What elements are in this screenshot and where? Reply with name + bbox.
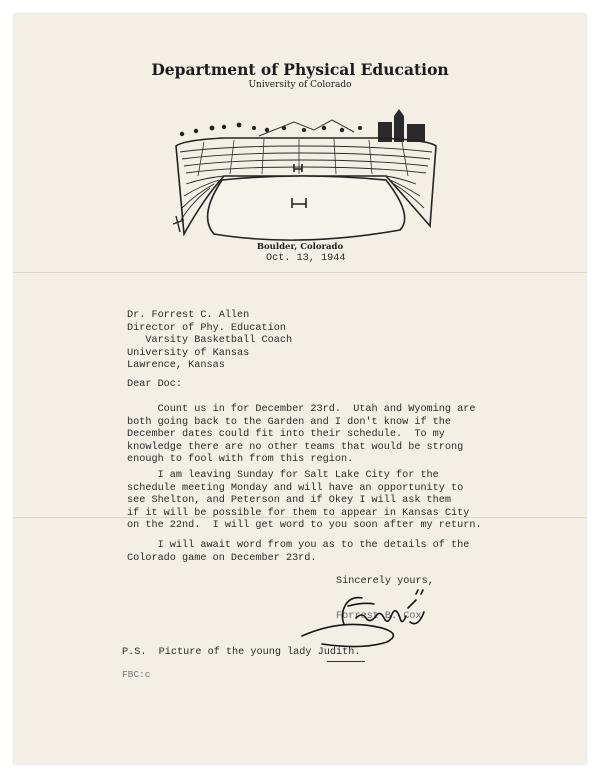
letter-date: Oct. 13, 1944 bbox=[266, 253, 346, 264]
paragraph-line: I am leaving Sunday for Salt Lake City for the bbox=[127, 470, 439, 481]
letterhead-city: Boulder, Colorado bbox=[256, 242, 344, 252]
paragraph-line: see Shelton, and Peterson and if Okey I will ask them bbox=[127, 495, 452, 507]
paragraph-line: December dates could fit into their schedule. To my bbox=[127, 429, 445, 441]
paragraph-line: I will await word from you as to the details of the bbox=[127, 540, 470, 551]
reference-initials: FBC:c bbox=[122, 669, 151, 680]
paragraph-line: both going back to the Garden and I don't know if the bbox=[127, 416, 452, 428]
body-paragraph bbox=[127, 540, 469, 565]
postscript: P.S. Picture of the young lady Judith. bbox=[122, 647, 361, 658]
paragraph-line: if it will be possible for them to appear in Kansas City bbox=[127, 507, 470, 519]
paragraph-line: enough to fool with from this region. bbox=[127, 454, 354, 466]
typed-signature: Forrest B. Cox bbox=[336, 611, 422, 622]
closing: Sincerely yours, bbox=[336, 576, 434, 587]
paragraph-line: knowledge there are no other teams that would be strong bbox=[127, 441, 464, 453]
salutation: Dear Doc: bbox=[127, 379, 183, 390]
handwritten-signature bbox=[292, 588, 442, 654]
paragraph-line: Count us in for December 23rd. Utah and Wyoming are bbox=[127, 404, 476, 415]
letter-page bbox=[14, 14, 586, 764]
address-line: Lawrence, Kansas bbox=[127, 360, 225, 372]
letterhead-department: Department of Physical Education bbox=[151, 60, 449, 79]
address-line: University of Kansas bbox=[127, 347, 250, 359]
address-line: Dr. Forrest C. Allen bbox=[127, 310, 250, 321]
stadium-illustration bbox=[164, 106, 439, 246]
paragraph-line: on the 22nd. I will get word to you soon after my return. bbox=[127, 520, 482, 532]
address-line: Varsity Basketball Coach bbox=[127, 335, 293, 347]
paragraph-line: Colorado game on December 23rd. bbox=[127, 552, 317, 564]
body-paragraph bbox=[127, 404, 475, 467]
recipient-address bbox=[127, 310, 292, 373]
postscript-underline bbox=[327, 661, 365, 662]
paragraph-line: schedule meeting Monday and will have an opportunity to bbox=[127, 482, 464, 494]
fold-line bbox=[14, 272, 586, 273]
letterhead-university: University of Colorado bbox=[248, 80, 352, 90]
body-paragraph bbox=[127, 470, 482, 533]
address-line: Director of Phy. Education bbox=[127, 322, 286, 334]
